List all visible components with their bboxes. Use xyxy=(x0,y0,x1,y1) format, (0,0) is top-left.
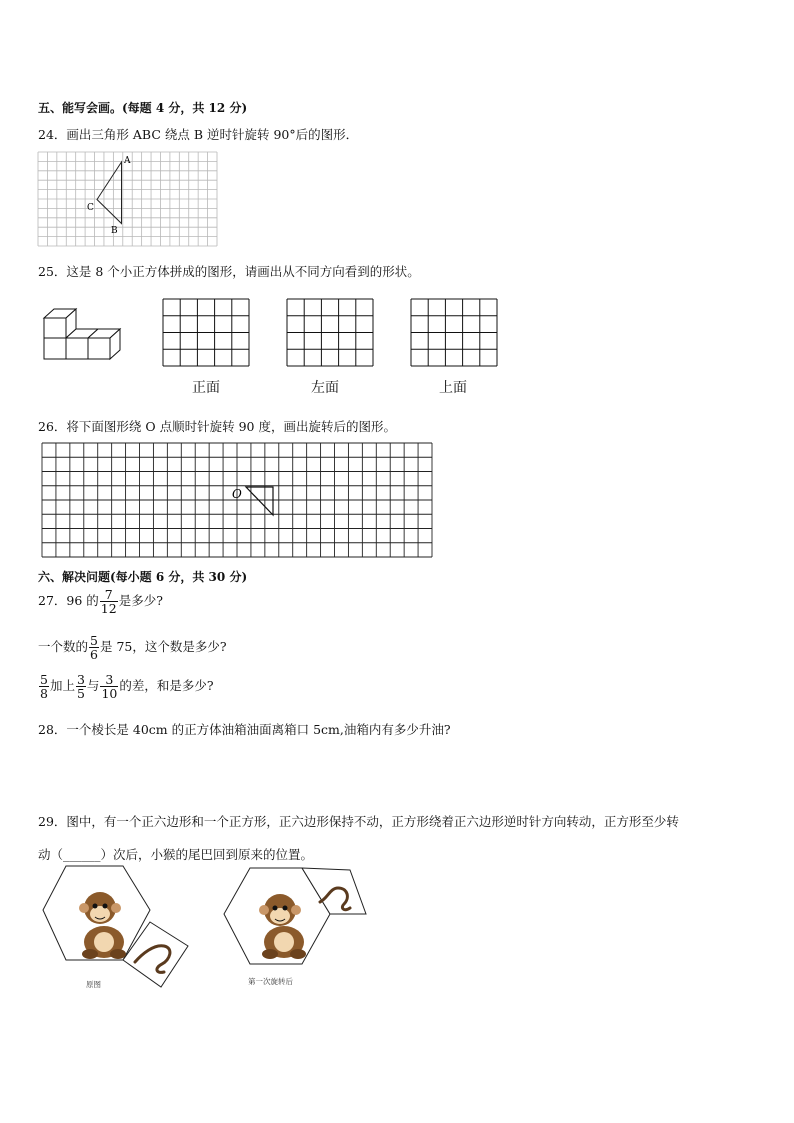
section-5-title: 五、能写会画。(每题 4 分，共 12 分) xyxy=(38,101,248,115)
fraction-3-10: $\frac{3}{10}$ xyxy=(101,672,118,702)
q24-grid-lines xyxy=(38,152,217,246)
top-view-grid xyxy=(411,299,498,367)
left-view-label: 左面 xyxy=(311,380,339,396)
top-view-label: 上面 xyxy=(439,380,467,396)
fraction-5-6: $\frac{5}{6}$ xyxy=(90,633,98,663)
label-a: A xyxy=(124,156,131,166)
left-view-grid xyxy=(287,299,374,367)
question-27-line-2: 一个数的 $\frac{5}{6}$ 是 75，这个数是多少? xyxy=(38,633,227,663)
section-6-title: 六、解决问题(每小题 6 分，共 30 分) xyxy=(38,570,248,584)
label-c: C xyxy=(87,203,94,213)
q26-grid-figure xyxy=(42,443,434,559)
triangle-abc xyxy=(97,162,122,224)
cube-stack-figure xyxy=(44,307,124,362)
front-view-grid xyxy=(163,299,250,367)
rotation-shape xyxy=(246,487,273,515)
fraction-3-5: $\frac{3}{5}$ xyxy=(76,672,85,702)
caption-original: 原图 xyxy=(86,980,101,989)
question-27-line-1: 27．96 的 $\frac{7}{12}$ 是多少? xyxy=(38,587,163,617)
point-o-label: O xyxy=(232,487,242,501)
caption-first-rotation: 第一次旋转后 xyxy=(248,977,293,986)
hexagon-square-original xyxy=(40,860,200,990)
fraction-5-8: $\frac{5}{8}$ xyxy=(40,672,48,702)
question-29-line-2: 动（______）次后，小猴的尾巴回到原来的位置。 xyxy=(38,847,314,862)
question-24-text: 24．画出三角形 ABC 绕点 B 逆时针旋转 90°后的图形． xyxy=(38,127,359,142)
question-27-line-3: $\frac{5}{8}$ 加上 $\frac{3}{5}$ 与 $\frac{3}{10}$ 的差，和是多少? xyxy=(40,672,214,702)
question-29-line-1: 29．图中，有一个正六边形和一个正方形，正六边形保持不动，正方形绕着正六边形逆时针方向转动，正方形至少转 xyxy=(38,814,679,829)
hexagon-square-rotated xyxy=(220,858,380,978)
front-view-label: 正面 xyxy=(192,380,220,396)
fraction-7-12: $\frac{7}{12}$ xyxy=(100,587,117,617)
question-28-text: 28．一个棱长是 40cm 的正方体油箱油面离箱口 5cm,油箱内有多少升油? xyxy=(38,722,451,737)
question-26-text: 26．将下面图形绕 O 点顺时针旋转 90 度，画出旋转后的图形。 xyxy=(38,419,396,434)
question-25-text: 25．这是 8 个小正方体拼成的图形，请画出从不同方向看到的形状。 xyxy=(38,264,420,279)
label-b: B xyxy=(111,226,118,236)
q24-grid-figure xyxy=(38,152,218,247)
